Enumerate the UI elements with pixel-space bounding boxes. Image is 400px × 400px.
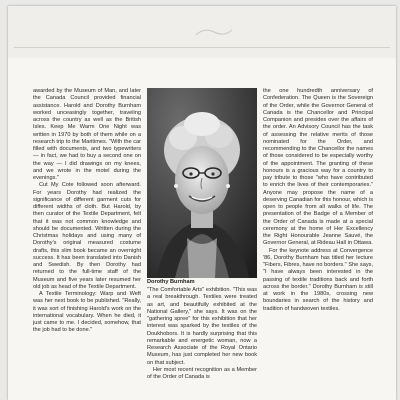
paragraph: For the keynote address at Convergence '86, Dorothy Burnham has titled her lecture "Fibers, Fibres, have no borders." She says, "I have always been interested in the passing of textile traditions back and forth across the border." Dorothy Burnham is still at work in the 1980s, crossing new boundaries in search of the history and tradition of handwoven textiles. [263,247,373,312]
right-text-column [263,88,373,313]
middle-text-column [147,287,257,381]
magazine-page [8,6,396,400]
left-text-column [33,88,141,335]
paragraph: "The Comfortable Arts" exhibition. "This was a real breakthrough. Textiles were treated as art, and beautifully exhibited at the National Gallery," she says. It was on the "gathering spree" for this exhibition that her interest was sparked by the textiles of the Doukhobors. It is hardly surprising that this remarkable and energetic woman, now a Research Associate of the Royal Ontario Museum, has just completed her new book on that subject. [147,287,257,366]
paragraph: awarded by the Museum of Man, and later the Canada Council provided financial assistance. Harold and Dorothy Burnham worked unceasingly together, traveling across the country as well as the British Isles. Keep Me Warm One Night was written in 1970 by both of them while on a research trip to the Maritimes. "With the car filled with documents, and two typewriters — in fact, we had to buy a second one on the way — I did drawings on my knees, and we wrote in the motel during the evenings." [33,88,141,181]
paragraph: Cut My Cote followed soon afterward. For years Dorothy had realized the significance of different garment cuts for different widths of cloth. But Harold, by then curator of the Textile Department, felt that it was not common knowledge and should be documented. Written during the Christmas holidays and using many of Dorothy's original measured costume drafts, this slim book became an overnight success. It has been translated into Danish and Swedish. By then Dorothy had returned to the full-time staff of the Museum and five years later resumed her old job as head of the Textile Department. [33,182,141,290]
ornament-mark [194,26,234,38]
photo-caption: Dorothy Burnham [147,279,195,285]
paragraph: the one hundredth anniversary of Confederation. The Queen is the Sovereign of the Order, while the Governor General of Canada is the Chancellor and Principal Companion and presides over the affairs of the order. An Advisory Council has the task of assessing the relative merits of those nominated for the Order, and recommending to the Chancellor the names of those considered to be especially worthy of the appointment. The granting of these honours is a gracious way for a country to pay tribute to those "who have contributed to enrich the lives of their contemporaries." Anyone may propose the name of a deserving Canadian for this honour, which is open to people from all walks of life. The presentation of the Badge of a Member of the Order of Canada is made at a special ceremony at the home of Her Excellency the Right Honourable Jeanne Sauvé, the Governor General, at Rideau Hall in Ottawa. [263,88,373,247]
portrait-photo [147,88,257,278]
paragraph: Her most recent recognition as a Member of the Order of Canada is [147,366,257,380]
paragraph: A Textile Terminology: Warp and Weft was her next book to be published. "Really, it was sort of finishing Harold's work on the international vocabulary. When he died, it just came to me. I decided, somehow, that the job had to be done." [33,291,141,334]
